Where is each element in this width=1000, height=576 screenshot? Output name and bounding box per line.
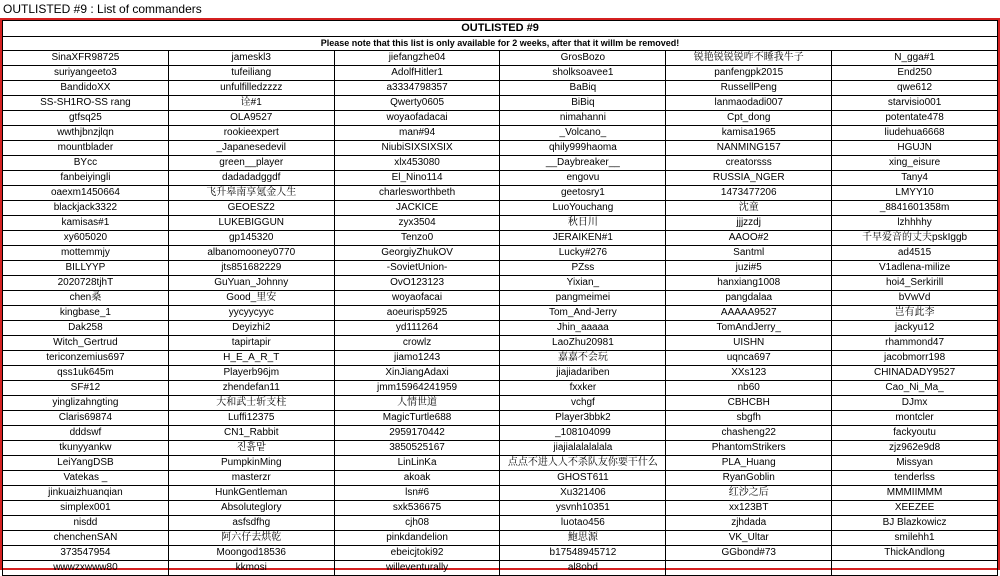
- commander-name-cell: LuoYouchang: [500, 201, 666, 216]
- table-row: [3, 306, 998, 321]
- commander-name-cell: BiBiq: [500, 96, 666, 111]
- commander-name-cell: tkunyyankw: [3, 441, 169, 456]
- commander-name-cell: GGbond#73: [666, 546, 832, 561]
- table-row: [3, 96, 998, 111]
- commander-name-cell: uqnca697: [666, 351, 832, 366]
- commander-name-cell: NiubiSIXSIXSIX: [334, 141, 500, 156]
- commander-name-cell: [832, 561, 998, 576]
- table-row: [3, 516, 998, 531]
- commander-name-cell: crowlz: [334, 336, 500, 351]
- commander-name-cell: DJmx: [832, 396, 998, 411]
- commander-name-cell: CBHCBH: [666, 396, 832, 411]
- commander-name-cell: MagicTurtle688: [334, 411, 500, 426]
- commander-name-cell: sxk536675: [334, 501, 500, 516]
- commander-name-cell: jinkuaizhuanqian: [3, 486, 169, 501]
- commander-name-cell: xy605020: [3, 231, 169, 246]
- commander-name-cell: mountblader: [3, 141, 169, 156]
- commander-name-cell: VK_Ultar: [666, 531, 832, 546]
- table-row: [3, 546, 998, 561]
- commander-name-cell: hanxiang1008: [666, 276, 832, 291]
- commander-name-cell: LeiYangDSB: [3, 456, 169, 471]
- table-row: [3, 561, 998, 576]
- commander-name-cell: chasheng22: [666, 426, 832, 441]
- commander-name-cell: zhendefan11: [168, 381, 334, 396]
- commander-name-cell: PLA_Huang: [666, 456, 832, 471]
- commander-name-cell: lsn#6: [334, 486, 500, 501]
- commander-name-cell: LMYY10: [832, 186, 998, 201]
- commander-name-cell: Absoluteglory: [168, 501, 334, 516]
- commander-name-cell: qwe612: [832, 81, 998, 96]
- commander-name-cell: Tany4: [832, 171, 998, 186]
- commander-name-cell: sbgfh: [666, 411, 832, 426]
- table-row: [3, 321, 998, 336]
- commander-name-cell: GeorgiyZhukOV: [334, 246, 500, 261]
- commander-name-cell: lanmaodadi007: [666, 96, 832, 111]
- commander-name-cell: kamisa1965: [666, 126, 832, 141]
- commander-name-cell: Santml: [666, 246, 832, 261]
- commander-name-cell: sholksoavee1: [500, 66, 666, 81]
- commander-name-cell: 3850525167: [334, 441, 500, 456]
- commander-name-cell: Moongod18536: [168, 546, 334, 561]
- commander-name-cell: ad4515: [832, 246, 998, 261]
- commander-name-cell: willeventurally: [334, 561, 500, 576]
- commander-name-cell: AAAAA9527: [666, 306, 832, 321]
- commander-name-cell: BYcc: [3, 156, 169, 171]
- commander-name-cell: CHINADADY9527: [832, 366, 998, 381]
- commander-name-cell: zjz962e9d8: [832, 441, 998, 456]
- table-row: [3, 66, 998, 81]
- table-row: [3, 456, 998, 471]
- table-row: [3, 156, 998, 171]
- commander-name-cell: Claris69874: [3, 411, 169, 426]
- commander-name-cell: PhantomStrikers: [666, 441, 832, 456]
- commander-name-cell: JACKICE: [334, 201, 500, 216]
- commander-name-cell: JERAIKEN#1: [500, 231, 666, 246]
- table-row: [3, 351, 998, 366]
- commander-name-cell: 千早爱音的丈夫pskIggb: [832, 231, 998, 246]
- table-row: [3, 411, 998, 426]
- table-row: [3, 426, 998, 441]
- commander-name-cell: kingbase_1: [3, 306, 169, 321]
- commander-name-cell: 锐艳锐锐锐咋不睡我牛子: [666, 51, 832, 66]
- commander-name-cell: LaoZhu20981: [500, 336, 666, 351]
- commander-table: [2, 20, 998, 576]
- commander-name-cell: CN1_Rabbit: [168, 426, 334, 441]
- commander-name-cell: xx123BT: [666, 501, 832, 516]
- commander-name-cell: Witch_Gertrud: [3, 336, 169, 351]
- page-title: OUTLISTED #9 : List of commanders: [3, 2, 202, 16]
- commander-name-cell: wwwzxwww80: [3, 561, 169, 576]
- commander-name-cell: nisdd: [3, 516, 169, 531]
- commander-name-cell: kkmosi: [168, 561, 334, 576]
- commander-name-cell: jts851682229: [168, 261, 334, 276]
- commander-name-cell: xlx453080: [334, 156, 500, 171]
- commander-name-cell: xing_eisure: [832, 156, 998, 171]
- commander-name-cell: XEEZEE: [832, 501, 998, 516]
- commander-name-cell: chenchenSAN: [3, 531, 169, 546]
- commander-name-cell: AdolfHitler1: [334, 66, 500, 81]
- table-row: [3, 366, 998, 381]
- commander-name-cell: kamisas#1: [3, 216, 169, 231]
- commander-name-cell: 岂有此李: [832, 306, 998, 321]
- commander-name-cell: V1adlena-milize: [832, 261, 998, 276]
- commander-name-cell: man#94: [334, 126, 500, 141]
- commander-name-cell: 373547954: [3, 546, 169, 561]
- commander-name-cell: tericonzemius697: [3, 351, 169, 366]
- commander-name-cell: jacobmorr198: [832, 351, 998, 366]
- commander-name-cell: Deyizhi2: [168, 321, 334, 336]
- commander-name-cell: Lucky#276: [500, 246, 666, 261]
- commander-name-cell: starvisio001: [832, 96, 998, 111]
- commander-name-cell: vchgf: [500, 396, 666, 411]
- commander-name-cell: fanbeiyingli: [3, 171, 169, 186]
- table-row: [3, 111, 998, 126]
- table-row: [3, 261, 998, 276]
- commander-name-cell: juzi#5: [666, 261, 832, 276]
- commander-name-cell: geetosry1: [500, 186, 666, 201]
- commander-name-cell: BaBiq: [500, 81, 666, 96]
- table-row: [3, 276, 998, 291]
- table-row: [3, 291, 998, 306]
- commander-name-cell: SS-SH1RO-SS rang: [3, 96, 169, 111]
- commander-name-cell: SinaXFR98725: [3, 51, 169, 66]
- commander-name-cell: wwthjbnzjlqn: [3, 126, 169, 141]
- commander-name-cell: 鮑思源: [500, 531, 666, 546]
- commander-name-cell: End250: [832, 66, 998, 81]
- commander-name-cell: pangdalaa: [666, 291, 832, 306]
- commander-name-cell: pangmeimei: [500, 291, 666, 306]
- commander-name-cell: ThickAndlong: [832, 546, 998, 561]
- commander-name-cell: pinkdandelion: [334, 531, 500, 546]
- commander-name-cell: potentate478: [832, 111, 998, 126]
- commander-name-cell: Tom_And-Jerry: [500, 306, 666, 321]
- commander-name-cell: RussellPeng: [666, 81, 832, 96]
- commander-name-cell: 진흙맡: [168, 441, 334, 456]
- commander-name-cell: 2020728tjhT: [3, 276, 169, 291]
- commander-name-cell: blackjack3322: [3, 201, 169, 216]
- table-row: [3, 501, 998, 516]
- commander-name-cell: lzhhhhy: [832, 216, 998, 231]
- commander-name-cell: BandidoXX: [3, 81, 169, 96]
- commander-name-cell: akoak: [334, 471, 500, 486]
- table-row: [3, 81, 998, 96]
- commander-name-cell: aoeurisp5925: [334, 306, 500, 321]
- commander-name-cell: _8841601358m: [832, 201, 998, 216]
- commander-name-cell: ebeicjtoki92: [334, 546, 500, 561]
- commander-name-cell: Vatekas _: [3, 471, 169, 486]
- commander-name-cell: ysvnh10351: [500, 501, 666, 516]
- commander-name-cell: yinglizahngting: [3, 396, 169, 411]
- commander-name-cell: chen桑: [3, 291, 169, 306]
- commander-name-cell: _Japanesedevil: [168, 141, 334, 156]
- commander-name-cell: PZss: [500, 261, 666, 276]
- commander-name-cell: XXs123: [666, 366, 832, 381]
- commander-name-cell: 嘉嘉不会玩: [500, 351, 666, 366]
- table-row: [3, 171, 998, 186]
- commander-name-cell: rookieexpert: [168, 126, 334, 141]
- commander-name-cell: HGUJN: [832, 141, 998, 156]
- table-row: [3, 231, 998, 246]
- commander-name-cell: albanomooney0770: [168, 246, 334, 261]
- commander-name-cell: suriyangeeto3: [3, 66, 169, 81]
- table-row: [3, 381, 998, 396]
- commander-name-cell: dddswf: [3, 426, 169, 441]
- commander-name-cell: Qwerty0605: [334, 96, 500, 111]
- commander-name-cell: liudehua6668: [832, 126, 998, 141]
- commander-name-cell: masterzr: [168, 471, 334, 486]
- commander-name-cell: GHOST611: [500, 471, 666, 486]
- commander-name-cell: N_gga#1: [832, 51, 998, 66]
- commander-name-cell: b17548945712: [500, 546, 666, 561]
- table-row: [3, 441, 998, 456]
- commander-name-cell: jiefangzhe04: [334, 51, 500, 66]
- commander-name-cell: Tenzo0: [334, 231, 500, 246]
- commander-name-cell: jmm15964241959: [334, 381, 500, 396]
- commander-name-cell: qhily999haoma: [500, 141, 666, 156]
- commander-name-cell: 2959170442: [334, 426, 500, 441]
- commander-name-cell: OvO123123: [334, 276, 500, 291]
- commander-name-cell: bVwVd: [832, 291, 998, 306]
- commander-name-cell: LinLinKa: [334, 456, 500, 471]
- table-row: [3, 141, 998, 156]
- commander-name-cell: MMMIIMMM: [832, 486, 998, 501]
- table-row: [3, 216, 998, 231]
- table-row: [3, 486, 998, 501]
- commander-name-cell: El_Nino114: [334, 171, 500, 186]
- commander-name-cell: jjjzzdj: [666, 216, 832, 231]
- commander-name-cell: yd111264: [334, 321, 500, 336]
- commander-name-cell: __Daybreaker__: [500, 156, 666, 171]
- commander-name-cell: Yixian_: [500, 276, 666, 291]
- commander-name-cell: 沈童: [666, 201, 832, 216]
- commander-name-cell: nb60: [666, 381, 832, 396]
- commander-name-cell: Dak258: [3, 321, 169, 336]
- table-row: [3, 336, 998, 351]
- commander-name-cell: gtfsq25: [3, 111, 169, 126]
- table-row: [3, 246, 998, 261]
- expiry-notice: Please note that this list is only available for 2 weeks, after that it willm be removed!: [3, 37, 998, 51]
- table-row: [3, 186, 998, 201]
- commander-name-cell: gp145320: [168, 231, 334, 246]
- commander-name-cell: qss1uk645m: [3, 366, 169, 381]
- commander-name-cell: jiamo1243: [334, 351, 500, 366]
- commander-name-cell: woyaofacai: [334, 291, 500, 306]
- commander-name-cell: cjh08: [334, 516, 500, 531]
- commander-name-cell: woyaofadacai: [334, 111, 500, 126]
- commander-name-cell: charlesworthbeth: [334, 186, 500, 201]
- commander-name-cell: 大和武士斩支柱: [168, 396, 334, 411]
- commander-name-cell: zyx3504: [334, 216, 500, 231]
- commander-name-cell: panfengpk2015: [666, 66, 832, 81]
- commander-name-cell: 红沙之后: [666, 486, 832, 501]
- commander-name-cell: Missyan: [832, 456, 998, 471]
- table-row: [3, 201, 998, 216]
- commander-name-cell: creatorsss: [666, 156, 832, 171]
- commander-name-cell: montcler: [832, 411, 998, 426]
- commander-list-frame: [0, 18, 1000, 573]
- commander-name-cell: TomAndJerry_: [666, 321, 832, 336]
- commander-name-cell: GuYuan_Johnny: [168, 276, 334, 291]
- commander-name-cell: jiajialalalalala: [500, 441, 666, 456]
- commander-name-cell: rhammond47: [832, 336, 998, 351]
- commander-name-cell: SF#12: [3, 381, 169, 396]
- commander-name-cell: zjhdada: [666, 516, 832, 531]
- commander-name-cell: Good_里安: [168, 291, 334, 306]
- table-row: [3, 471, 998, 486]
- commander-name-cell: al8obd: [500, 561, 666, 576]
- commander-name-cell: yycyycyyc: [168, 306, 334, 321]
- table-row: [3, 51, 998, 66]
- commander-name-cell: LUKEBIGGUN: [168, 216, 334, 231]
- commander-name-cell: GrosBozo: [500, 51, 666, 66]
- commander-name-cell: fackyoutu: [832, 426, 998, 441]
- commander-name-cell: engovu: [500, 171, 666, 186]
- table-row: [3, 396, 998, 411]
- commander-name-cell: PumpkinMing: [168, 456, 334, 471]
- commander-name-cell: 点点不进人人不杀队友你要干什么: [500, 456, 666, 471]
- table-row: [3, 531, 998, 546]
- commander-name-cell: 人情世道: [334, 396, 500, 411]
- commander-name-cell: Cao_Ni_Ma_: [832, 381, 998, 396]
- commander-name-cell: Player3bbk2: [500, 411, 666, 426]
- commander-name-cell: luotao456: [500, 516, 666, 531]
- commander-name-cell: tufeiliang: [168, 66, 334, 81]
- commander-name-cell: Cpt_dong: [666, 111, 832, 126]
- commander-name-cell: oaexm1450664: [3, 186, 169, 201]
- commander-name-cell: hoi4_Serkirill: [832, 276, 998, 291]
- commander-name-cell: _108104099: [500, 426, 666, 441]
- commander-name-cell: Luffi12375: [168, 411, 334, 426]
- commander-name-cell: 阿六仔去烘乾: [168, 531, 334, 546]
- commander-name-cell: UISHN: [666, 336, 832, 351]
- commander-name-cell: BILLYYP: [3, 261, 169, 276]
- commander-name-cell: smilehh1: [832, 531, 998, 546]
- commander-name-cell: GEOESZ2: [168, 201, 334, 216]
- commander-name-cell: jameskl3: [168, 51, 334, 66]
- commander-name-cell: simplex001: [3, 501, 169, 516]
- commander-name-cell: AAOO#2: [666, 231, 832, 246]
- commander-name-cell: unfulfilledzzzz: [168, 81, 334, 96]
- commander-name-cell: 秋日川: [500, 216, 666, 231]
- commander-name-cell: H_E_A_R_T: [168, 351, 334, 366]
- commander-name-cell: green__player: [168, 156, 334, 171]
- commander-name-cell: _Volcano_: [500, 126, 666, 141]
- commander-name-cell: tapirtapir: [168, 336, 334, 351]
- commander-name-cell: XinJiangAdaxi: [334, 366, 500, 381]
- commander-name-cell: 1473477206: [666, 186, 832, 201]
- commander-name-cell: jackyu12: [832, 321, 998, 336]
- commander-name-cell: asfsdfhg: [168, 516, 334, 531]
- commander-name-cell: 飞升皋南享氪金人生: [168, 186, 334, 201]
- commander-name-cell: Jhin_aaaaa: [500, 321, 666, 336]
- commander-name-cell: RUSSIA_NGER: [666, 171, 832, 186]
- table-row: [3, 126, 998, 141]
- commander-name-cell: dadadadggdf: [168, 171, 334, 186]
- commander-name-cell: Xu321406: [500, 486, 666, 501]
- commander-rows: [3, 51, 998, 576]
- commander-name-cell: OLA9527: [168, 111, 334, 126]
- commander-name-cell: 诠#1: [168, 96, 334, 111]
- commander-name-cell: [666, 561, 832, 576]
- commander-name-cell: NANMING157: [666, 141, 832, 156]
- commander-name-cell: fxxker: [500, 381, 666, 396]
- commander-name-cell: jiajiadariben: [500, 366, 666, 381]
- commander-name-cell: mottemmjy: [3, 246, 169, 261]
- commander-name-cell: tenderlss: [832, 471, 998, 486]
- commander-name-cell: nimahanni: [500, 111, 666, 126]
- table-title: OUTLISTED #9: [3, 21, 998, 37]
- commander-name-cell: RyanGoblin: [666, 471, 832, 486]
- commander-name-cell: HunkGentleman: [168, 486, 334, 501]
- commander-name-cell: a3334798357: [334, 81, 500, 96]
- commander-name-cell: -SovietUnion-: [334, 261, 500, 276]
- commander-name-cell: Playerb96jm: [168, 366, 334, 381]
- commander-name-cell: BJ Blazkowicz: [832, 516, 998, 531]
